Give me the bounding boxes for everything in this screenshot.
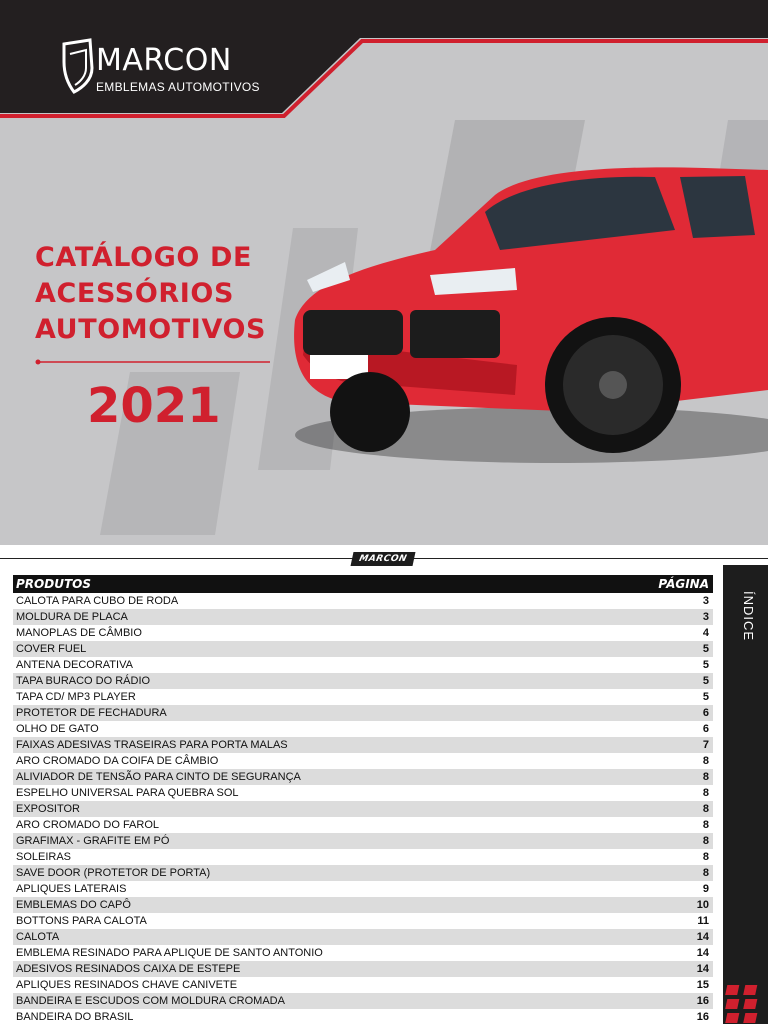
table-row: [13, 737, 713, 753]
table-row: [13, 593, 713, 609]
product-name: FAIXAS ADESIVAS TRASEIRAS PARA PORTA MALAS: [16, 739, 288, 751]
brand-tagline: EMBLEMAS AUTOMOTIVOS: [96, 80, 260, 94]
products-index-table: [13, 575, 713, 1024]
product-name: SAVE DOOR (PROTETOR DE PORTA): [16, 867, 211, 879]
table-row: [13, 961, 713, 977]
table-row: [13, 849, 713, 865]
table-row: [13, 641, 713, 657]
table-row: [13, 689, 713, 705]
table-row: [13, 625, 713, 641]
table-body: [13, 593, 713, 1024]
table-row: [13, 945, 713, 961]
product-name: EXPOSITOR: [16, 803, 80, 815]
tab-decoration-icon: [723, 977, 768, 1024]
product-name: COVER FUEL: [16, 643, 87, 655]
page-number: 6: [702, 707, 709, 719]
product-name: ADESIVOS RESINADOS CAIXA DE ESTEPE: [16, 963, 241, 975]
table-row: [13, 817, 713, 833]
product-name: ARO CROMADO DO FAROL: [16, 819, 160, 831]
catalog-title: [35, 240, 295, 348]
table-row: [13, 929, 713, 945]
page-number: 14: [696, 947, 709, 959]
page-number: 7: [702, 739, 709, 751]
index-side-tab: [723, 565, 768, 1024]
page-number: 5: [702, 643, 709, 655]
page-number: 8: [702, 755, 709, 767]
header-page: PÁGINA: [658, 577, 709, 591]
page-number: 5: [702, 659, 709, 671]
product-name: PROTETOR DE FECHADURA: [16, 707, 167, 719]
product-name: CALOTA: [16, 931, 60, 943]
table-row: [13, 673, 713, 689]
product-name: CALOTA PARA CUBO DE RODA: [16, 595, 179, 607]
product-name: TAPA CD/ MP3 PLAYER: [16, 691, 136, 703]
page-number: 5: [702, 675, 709, 687]
page-number: 16: [696, 995, 709, 1007]
table-row: [13, 705, 713, 721]
table-row: [13, 993, 713, 1009]
product-name: MANOPLAS DE CÂMBIO: [16, 627, 142, 639]
brand-name: MARCON: [96, 43, 232, 78]
product-name: ESPELHO UNIVERSAL PARA QUEBRA SOL: [16, 787, 239, 799]
product-name: BANDEIRA E ESCUDOS COM MOLDURA CROMADA: [16, 995, 285, 1007]
index-page: [0, 545, 768, 1024]
header-products: PRODUTOS: [16, 577, 91, 591]
product-name: BOTTONS PARA CALOTA: [16, 915, 147, 927]
product-name: GRAFIMAX - GRAFITE EM PÓ: [16, 835, 170, 847]
page-number: 9: [702, 883, 709, 895]
title-line-2: ACESSÓRIOS: [35, 278, 235, 309]
table-row: [13, 721, 713, 737]
product-name: BANDEIRA DO BRASIL: [16, 1011, 134, 1023]
product-name: OLHO DE GATO: [16, 723, 99, 735]
page-number: 3: [702, 595, 709, 607]
table-row: [13, 1009, 713, 1024]
table-row: [13, 833, 713, 849]
table-row: [13, 609, 713, 625]
table-row: [13, 657, 713, 673]
product-name: APLIQUES LATERAIS: [16, 883, 127, 895]
page-number: 14: [696, 963, 709, 975]
table-row: [13, 881, 713, 897]
product-name: EMBLEMA RESINADO PARA APLIQUE DE SANTO ANTONIO: [16, 947, 323, 959]
title-divider: [35, 359, 270, 365]
table-row: [13, 913, 713, 929]
table-row: [13, 753, 713, 769]
page-number: 11: [697, 915, 709, 927]
table-row: [13, 865, 713, 881]
page-number: 14: [696, 931, 709, 943]
page-number: 15: [696, 979, 709, 991]
table-row: [13, 769, 713, 785]
product-name: TAPA BURACO DO RÁDIO: [16, 675, 151, 687]
table-row: [13, 977, 713, 993]
catalog-year: 2021: [87, 378, 221, 434]
product-name: ANTENA DECORATIVA: [16, 659, 133, 671]
page-number: 8: [702, 771, 709, 783]
product-name: SOLEIRAS: [16, 851, 72, 863]
product-name: ALIVIADOR DE TENSÃO PARA CINTO DE SEGURANÇA: [16, 771, 301, 783]
product-name: ARO CROMADO DA COIFA DE CÂMBIO: [16, 755, 219, 767]
table-row: [13, 785, 713, 801]
page-number: 8: [702, 787, 709, 799]
table-row: [13, 801, 713, 817]
table-header: [13, 575, 713, 593]
product-name: APLIQUES RESINADOS CHAVE CANIVETE: [16, 979, 238, 991]
shield-logo-icon: [60, 38, 96, 94]
table-row: [13, 897, 713, 913]
page-number: 8: [702, 851, 709, 863]
page-number: 8: [702, 819, 709, 831]
page-number: 3: [702, 611, 709, 623]
page-number: 8: [702, 835, 709, 847]
header-brand-badge: MARCON: [351, 552, 416, 566]
index-tab-label: ÍNDICE: [741, 591, 756, 642]
page-number: 4: [702, 627, 709, 639]
page-number: 8: [702, 867, 709, 879]
page-number: 8: [702, 803, 709, 815]
marcon-logo: [60, 38, 260, 98]
product-name: MOLDURA DE PLACA: [16, 611, 128, 623]
page-number: 6: [702, 723, 709, 735]
page-number: 10: [696, 899, 709, 911]
red-suv-photo: [285, 150, 768, 470]
page-number: 5: [702, 691, 709, 703]
title-line-1: CATÁLOGO DE: [35, 242, 252, 273]
title-line-3: AUTOMOTIVOS: [35, 314, 267, 345]
page-number: 16: [696, 1011, 709, 1023]
product-name: EMBLEMAS DO CAPÔ: [16, 899, 131, 911]
